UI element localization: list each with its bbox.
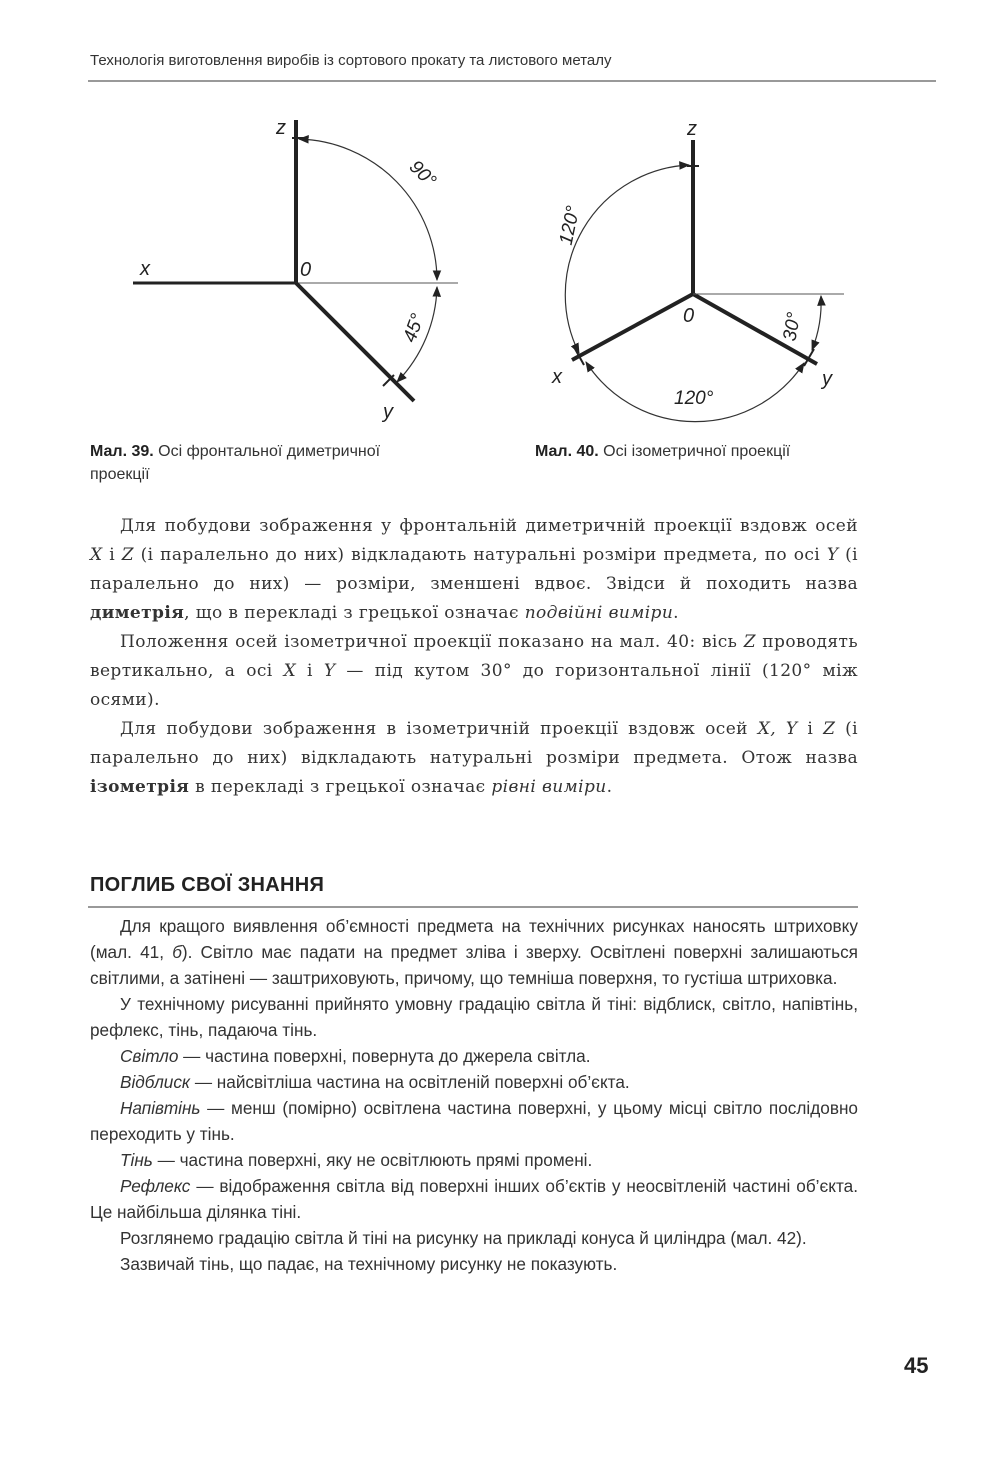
dimetric-axes-diagram [0, 0, 494, 440]
arc-30-degrees [812, 296, 821, 350]
x-axis-label: x [552, 366, 562, 388]
origin-label: 0 [300, 259, 312, 281]
meaning-isometry: рівні виміри [491, 777, 607, 797]
paragraph-example: Розглянемо градацію світла й тіні на рисунку на прикладі конуса й циліндра (мал. 42). [120, 1228, 807, 1248]
definition-reflex: Рефлекс — відображення світла від поверхні інших об’єктів у неосвітленій частині об’єкта. Це найбільша ділянка тіні. [90, 1176, 858, 1222]
y-axis-label: y [383, 401, 393, 423]
paragraph-isometric: Для побудови зображення в ізометричній проекції вздовж осей X, Y і Z (і паралельно до них) відкладають натуральні розміри предмета. Отож назва ізометрія в перекладі з грецької означає рівні виміри. [90, 719, 858, 797]
y-axis [296, 283, 414, 401]
definition-light: Світло — частина поверхні, повернута до джерела світла. [120, 1046, 591, 1066]
angle-90-label: 90° [404, 156, 440, 192]
definition-penumbra: Напівтінь — менш (помірно) освітлена частина поверхні, у цьому місці світло послідовно переходить у тінь. [90, 1098, 858, 1144]
isometric-axes-diagram [494, 0, 988, 440]
section-divider [88, 906, 858, 908]
meaning-dimetry: подвійні виміри [524, 603, 674, 623]
paragraph-falling-shadow: Зазвичай тінь, що падає, на технічному рисунку не показують. [120, 1254, 618, 1274]
paragraph-isometric-axes: Положення осей ізометричної проекції показано на мал. 40: вісь Z проводять вертикально, а осі X і Y — під кутом 30° до горизонтальної лінії (120° між осями). [90, 632, 859, 710]
paragraph-dimetric: Для побудови зображення у фронтальній диметричній проекції вздовж осей X і Z (і паралельно до них) відкладають натуральні розміри предмета, по осі Y (і паралельно до них) — розміри, зменшені вдвоє. Звідси й походить назва диметрія, що в перекладі з грецької означає подвійні виміри. [90, 516, 858, 623]
figure-39-caption-text: Осі фронтальної диметричної проекції [90, 443, 381, 483]
section-text [90, 913, 858, 1277]
arc-120-degrees-left [565, 165, 689, 353]
z-axis-label: z [276, 117, 286, 139]
angle-45-label: 45° [399, 311, 429, 346]
main-text [90, 512, 858, 802]
definition-highlight: Відблиск — найсвітліша частина на освітленій поверхні об’єкта. [120, 1072, 630, 1092]
running-header: Технологія виготовлення виробів із сортового прокату та листового металу [90, 52, 612, 69]
figure-40-number: Мал. 40. [535, 443, 599, 460]
figure-39-caption [90, 440, 390, 486]
term-isometry: ізометрія [90, 777, 190, 797]
section-title: ПОГЛИБ СВОЇ ЗНАННЯ [90, 874, 325, 896]
z-axis-label: z [687, 118, 697, 140]
angle-30-label: 30° [779, 310, 806, 343]
x-axis [572, 294, 693, 360]
paragraph-gradation: У технічному рисуванні прийнято умовну градацію світла й тіні: відблиск, світло, напівтінь, рефлекс, тінь, падаюча тінь. [90, 994, 858, 1040]
origin-label: 0 [683, 305, 695, 327]
figure-39 [0, 0, 494, 440]
angle-120-bottom-label: 120° [674, 388, 714, 409]
term-dimetry: диметрія [90, 603, 185, 623]
angle-120-left-label: 120° [555, 204, 585, 247]
page-number: 45 [904, 1353, 929, 1378]
y-axis-label: y [822, 368, 832, 390]
paragraph-shading: Для кращого виявлення об’ємності предмета на технічних рисунках наносять штриховку (мал. 41, б). Світло має падати на предмет зліва і зверху. Освітлені поверхні залишаються світлими, а затінені — заштриховують, причому, що темніша поверхня, то густіша штриховка. [90, 916, 858, 988]
figure-39-number: Мал. 39. [90, 443, 154, 460]
figure-40-caption-text: Осі ізометричної проекції [603, 443, 791, 460]
x-axis-label: x [140, 258, 150, 280]
figure-40 [494, 0, 988, 440]
figure-40-caption [535, 440, 835, 463]
definition-shadow: Тінь — частина поверхні, яку не освітлюють прямі промені. [120, 1150, 593, 1170]
